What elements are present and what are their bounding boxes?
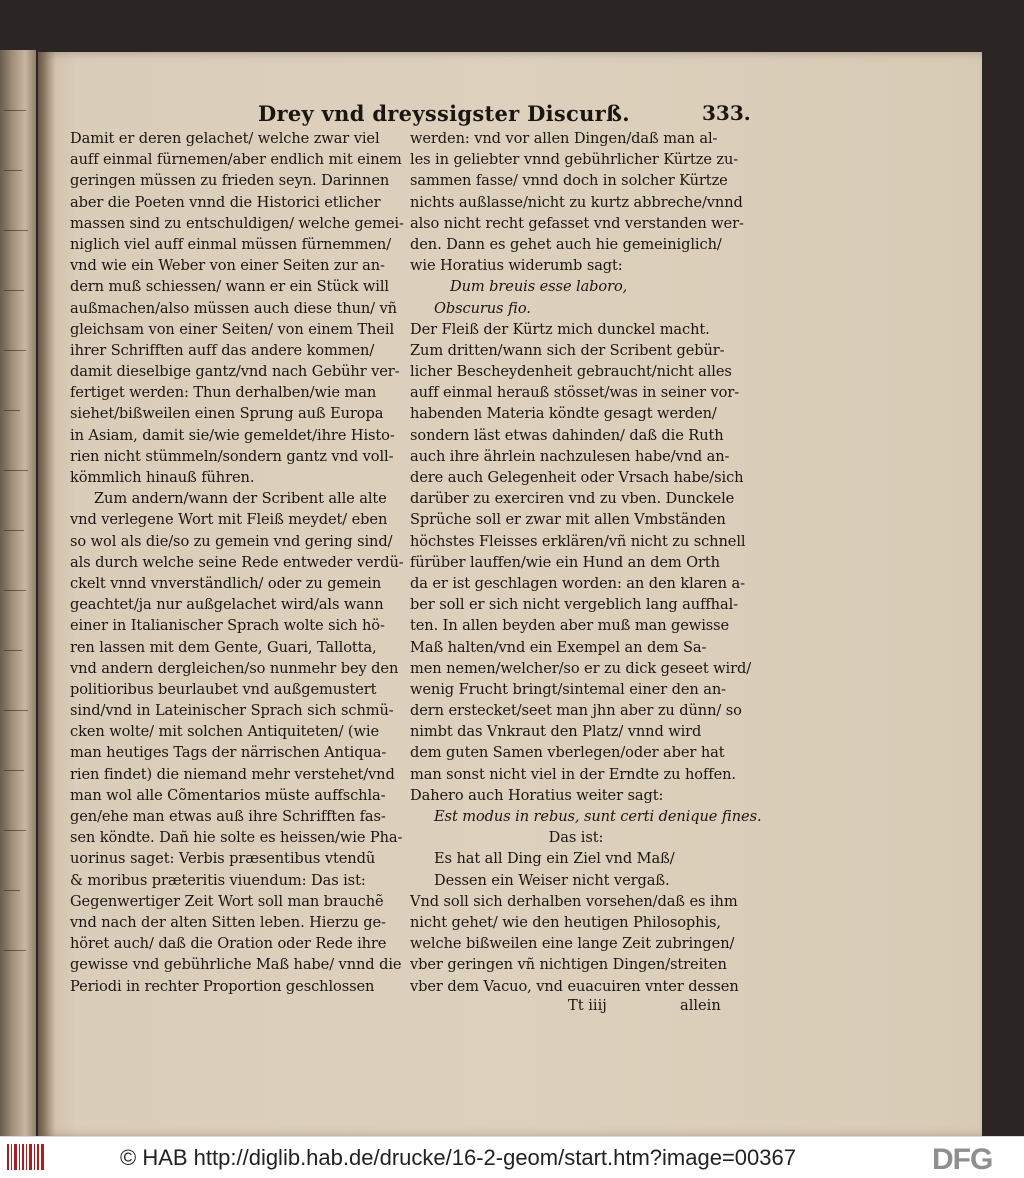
text-line: Sprüche soll er zwar mit allen Vmbständen: [410, 511, 726, 529]
footer-bar: [0, 1136, 1024, 1178]
barcode-icon: [6, 1142, 46, 1172]
text-line: fürüber lauffen/wie ein Hund an dem Orth: [410, 553, 720, 571]
text-line: auch ihre ährlein nachzulesen habe/vnd an-: [410, 447, 730, 465]
text-line: Vnd soll sich derhalben vorsehen/daß es ihm: [410, 892, 738, 910]
text-line: les in geliebter vnnd gebührlicher Kürtze zu-: [410, 151, 739, 169]
text-line: niglich viel auff einmal müssen fürnemmen/: [70, 235, 392, 253]
text-line: gleichsam von einer Seiten/ von einem Theil: [70, 320, 395, 338]
text-line: vber dem Vacuo, vnd euacuiren vnter dessen: [410, 977, 739, 995]
text-line: kömmlich hinauß führen.: [70, 469, 255, 486]
text-line: höchstes Fleisses erklären/vñ nicht zu schnell: [410, 532, 746, 550]
text-line: geringen müssen zu frieden seyn. Darinnen: [70, 172, 390, 190]
text-line: rien findet) die niemand mehr verstehet/vnd: [70, 765, 395, 783]
text-line: men nemen/welcher/so er zu dick geseet wird/: [410, 659, 752, 677]
text-line: ber soll er sich nicht vergeblich lang auffhal-: [410, 596, 738, 614]
text-line: man wol alle Cõmentarios müste auffschla-: [70, 786, 386, 804]
page-header: [258, 101, 768, 131]
text-line: darüber zu exerciren vnd zu vben. Dunckele: [410, 490, 735, 508]
page-foot: [568, 997, 768, 1019]
text-line: Dessen ein Weiser nicht vergaß.: [434, 871, 670, 889]
text-line: dere auch Gelegenheit oder Vrsach habe/sich: [410, 469, 744, 486]
catchword: allein: [680, 997, 721, 1014]
text-line: gewisse vnd gebührliche Maß habe/ vnnd die: [70, 956, 402, 974]
text-line: rien nicht stümmeln/sondern gantz vnd voll-: [70, 447, 394, 465]
text-line: Es hat all Ding ein Ziel vnd Maß/: [434, 850, 675, 868]
text-line: Zum dritten/wann sich der Scribent gebür-: [410, 341, 725, 359]
text-line: & moribus præteritis viuendum: Das ist:: [70, 871, 366, 889]
previous-page-edge: [0, 50, 36, 1140]
text-line: ckelt vnnd vnverständlich/ oder zu gemein: [70, 574, 382, 592]
text-line: höret auch/ daß die Oration oder Rede ihre: [70, 935, 387, 953]
signature-mark: Tt iiij: [568, 997, 607, 1014]
text-line: auff einmal herauß stösset/was in seiner vor-: [410, 384, 740, 402]
text-line: da er ist geschlagen worden: an den klaren a-: [410, 574, 745, 592]
text-line: nicht gehet/ wie den heutigen Philosophis,: [410, 913, 721, 931]
text-line: Dahero auch Horatius weiter sagt:: [410, 786, 664, 804]
text-line: Der Fleiß der Kürtz mich dunckel macht.: [410, 320, 710, 338]
text-line: aber die Poeten vnnd die Historici etlicher: [70, 193, 381, 211]
page-gutter-shadow: [38, 52, 56, 1137]
text-line: habenden Materia köndte gesagt werden/: [410, 405, 717, 423]
text-line: vber geringen vñ nichtigen Dingen/streiten: [410, 956, 727, 974]
text-line: sind/vnd in Lateinischer Sprach sich schmü-: [70, 702, 394, 720]
text-line: gen/ehe man etwas auß ihre Schrifften fas-: [70, 808, 386, 825]
text-line: Gegenwertiger Zeit Wort soll man brauchẽ: [70, 892, 384, 910]
text-line: wenig Frucht bringt/sintemal einer den an-: [410, 680, 726, 698]
copyright-link[interactable]: © HAB http://diglib.hab.de/drucke/16-2-geom/start.htm?image=00367: [120, 1145, 796, 1170]
text-line: sammen fasse/ vnnd doch in solcher Kürtze: [410, 172, 728, 190]
text-line: Damit er deren gelachet/ welche zwar viel: [70, 130, 380, 147]
text-line: licher Bescheydenheit gebraucht/nicht alles: [410, 363, 732, 381]
right-text-column: [410, 128, 762, 997]
text-line: vnd nach der alten Sitten leben. Hierzu ge-: [70, 913, 386, 931]
text-line: massen sind zu entschuldigen/ welche gemei-: [70, 214, 404, 232]
text-line: geachtet/ja nur außgelachet wird/als wann: [70, 596, 384, 614]
text-line: wie Horatius widerumb sagt:: [410, 257, 623, 275]
text-line: als durch welche seine Rede entweder verdü-: [70, 553, 404, 571]
text-line: cken wolte/ mit solchen Antiquiteten/ (wie: [70, 723, 380, 741]
text-line: man sonst nicht viel in der Erndte zu hoffen.: [410, 765, 736, 783]
text-line: in Asiam, damit sie/wie gemeldet/ihre Histo-: [70, 426, 395, 444]
text-line: nichts außlasse/nicht zu kurtz abbreche/vnnd: [410, 193, 743, 211]
text-line: Das ist:: [548, 829, 604, 847]
text-line: man heutiges Tags der närrischen Antiqua-: [70, 744, 387, 762]
text-line: Obscurus fio.: [434, 299, 531, 317]
text-line: werden: vnd vor allen Dingen/daß man al-: [410, 130, 718, 147]
text-line: also nicht recht gefasset vnd verstanden wer-: [410, 214, 744, 232]
text-line: dern muß schiessen/ wann er ein Stück will: [70, 278, 389, 296]
text-line: ihrer Schrifften auff das andere kommen/: [70, 341, 375, 359]
text-line: den. Dann es gehet auch hie gemeiniglich/: [410, 235, 722, 253]
text-line: damit dieselbige gantz/vnd nach Gebühr ver-: [70, 363, 400, 381]
text-line: Periodi in rechter Proportion geschlossen: [70, 977, 375, 995]
text-line: uorinus saget: Verbis præsentibus vtendũ: [70, 850, 376, 868]
text-line: politioribus beurlaubet vnd außgemustert: [70, 680, 377, 698]
dfg-logo: DFG: [932, 1143, 993, 1176]
text-line: vnd andern dergleichen/so nunmehr bey den: [70, 659, 399, 677]
text-line: nimbt das Vnkraut den Platz/ vnnd wird: [410, 723, 702, 741]
page-number: 333.: [702, 101, 751, 125]
running-title: Drey vnd dreyssigster Discurß.: [258, 101, 630, 126]
text-line: auff einmal fürnemen/aber endlich mit einem: [70, 151, 402, 169]
text-line: ten. In allen beyden aber muß man gewisse: [410, 617, 730, 635]
text-line: ren lassen mit dem Gente, Guari, Tallotta,: [70, 638, 377, 656]
text-line: dem guten Samen vberlegen/oder aber hat: [410, 744, 725, 762]
text-line: so wol als die/so zu gemein vnd gering sind/: [70, 532, 393, 550]
text-line: welche bißweilen eine lange Zeit zubringen/: [410, 935, 735, 953]
text-line: siehet/bißweilen einen Sprung auß Europa: [70, 405, 384, 423]
left-text-column: [70, 128, 404, 997]
text-line: sondern läst etwas dahinden/ daß die Ruth: [410, 426, 724, 444]
text-line: einer in Italianischer Sprach wolte sich hö-: [70, 617, 385, 635]
text-line: vnd verlegene Wort mit Fleiß meydet/ eben: [70, 511, 388, 529]
text-line: vnd wie ein Weber von einer Seiten zur an-: [70, 257, 385, 275]
text-line: Zum andern/wann der Scribent alle alte: [94, 490, 387, 508]
text-line: fertiget werden: Thun derhalben/wie man: [70, 384, 377, 402]
text-line: dern erstecket/seet man jhn aber zu dünn/ so: [410, 702, 742, 720]
text-line: Dum breuis esse laboro,: [450, 278, 628, 296]
text-line: außmachen/also müssen auch diese thun/ vñ: [70, 299, 397, 317]
text-line: sen köndte. Dañ hie solte es heissen/wie Pha-: [70, 829, 403, 847]
text-line: Est modus in rebus, sunt certi denique fines.: [434, 808, 762, 825]
text-line: Maß halten/vnd ein Exempel an dem Sa-: [410, 638, 707, 656]
